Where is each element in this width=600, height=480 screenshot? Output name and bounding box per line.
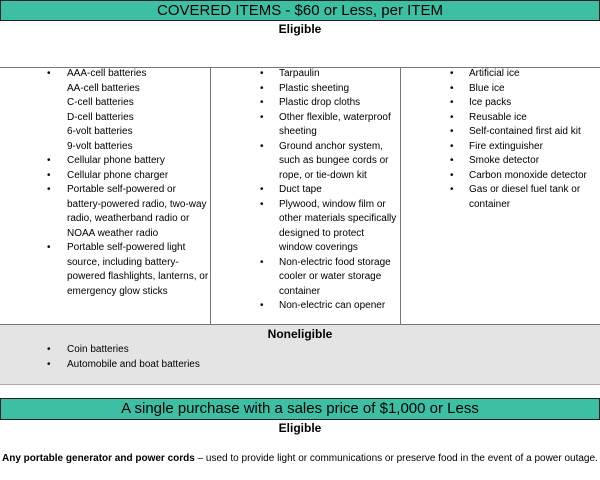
list-item <box>401 96 600 111</box>
eligible-column-2 <box>211 67 401 324</box>
list-item-text: Smoke detector <box>469 155 540 166</box>
list-item <box>211 256 400 300</box>
list-item-text: Cellular phone battery <box>67 155 165 166</box>
list-item <box>401 169 600 184</box>
eligible-heading-2: Eligible <box>278 421 322 435</box>
list-item-text: Other flexible, waterproof sheeting <box>279 111 391 137</box>
list-item-text: Plywood, window film or other materials specifically designed to protect window coverings <box>279 198 397 253</box>
bullet-icon: • <box>450 97 454 108</box>
list-item-text: 6-volt batteries <box>67 126 133 137</box>
bullet-icon: • <box>450 82 454 94</box>
list-item <box>401 154 600 169</box>
noneligible-heading: Noneligible <box>267 327 333 341</box>
bullet-icon: • <box>450 140 454 152</box>
list-item <box>401 125 600 140</box>
list-item-text: AAA-cell batteries <box>67 68 147 79</box>
list-item <box>0 169 210 184</box>
list-item <box>211 183 400 198</box>
bullet-icon: • <box>47 155 51 166</box>
list-item-text: Automobile and boat batteries <box>67 358 200 370</box>
list-item <box>401 140 600 155</box>
list-item-text: Tarpaulin <box>279 68 320 79</box>
list-item <box>0 343 600 358</box>
bullet-icon: • <box>260 256 264 268</box>
bullet-icon: • <box>450 126 454 137</box>
bullet-icon: • <box>260 140 264 152</box>
list-item <box>0 67 210 82</box>
bullet-icon: • <box>260 111 264 123</box>
list-item <box>0 154 210 169</box>
bullet-icon: • <box>47 242 51 253</box>
list-item <box>401 67 600 82</box>
list-item-text: Gas or diesel fuel tank or container <box>469 184 581 210</box>
list-item <box>401 183 600 212</box>
noneligible-section <box>0 325 600 385</box>
list-item <box>0 82 210 97</box>
single-purchase-banner: A single purchase with a sales price of $1,000 or Less <box>0 398 600 420</box>
bullet-icon: • <box>47 68 51 79</box>
list-item-text: Plastic sheeting <box>279 82 350 94</box>
bullet-icon: • <box>450 184 454 195</box>
eligible-column-3 <box>401 67 600 324</box>
list-item <box>0 111 210 126</box>
generator-description <box>2 452 598 466</box>
item-list-3 <box>401 67 600 212</box>
list-item-text: Non-electric can opener <box>279 300 386 311</box>
list-item <box>0 140 210 155</box>
covered-items-banner: COVERED ITEMS - $60 or Less, per ITEM <box>0 0 600 21</box>
bullet-icon: • <box>450 111 454 123</box>
list-item-text: Carbon monoxide detector <box>469 169 587 181</box>
list-item-text: Reusable ice <box>469 111 527 123</box>
list-item-text: Portable self-powered light source, including battery-powered flashlights, lanterns, or emergency glow sticks <box>67 242 209 297</box>
bullet-icon: • <box>450 169 454 181</box>
list-item <box>401 82 600 97</box>
list-item-text: Coin batteries <box>67 344 129 355</box>
bullet-icon: • <box>260 68 264 79</box>
list-item <box>211 299 400 314</box>
noneligible-list <box>0 343 600 372</box>
list-item-text: Portable self-powered or battery-powered radio, two-way radio, weatherband radio or NOAA weather radio <box>67 184 207 239</box>
list-item-text: Ground anchor system, such as bungee cords or rope, or tie-down kit <box>279 140 389 181</box>
bullet-icon: • <box>260 300 264 311</box>
bullet-icon: • <box>47 184 51 195</box>
list-item-text: D-cell batteries <box>67 111 134 123</box>
list-item-text: Artificial ice <box>469 68 520 79</box>
list-item <box>211 82 400 97</box>
list-item-text: Blue ice <box>469 82 505 94</box>
eligible-column-1 <box>0 67 211 324</box>
item-list-1 <box>0 67 210 299</box>
list-item-text: Non-electric food storage cooler or water storage container <box>279 256 391 297</box>
list-item <box>401 111 600 126</box>
list-item-text: Self-contained first aid kit <box>469 126 581 137</box>
list-item-text: Ice packs <box>469 97 512 108</box>
list-item-text: Plastic drop cloths <box>279 97 361 108</box>
list-item-text: Duct tape <box>279 184 322 195</box>
list-item <box>0 183 210 241</box>
bullet-icon: • <box>450 155 454 166</box>
list-item <box>211 67 400 82</box>
generator-bold-text: Any portable generator and power cords <box>2 453 195 464</box>
list-item <box>0 241 210 299</box>
bullet-icon: • <box>260 198 264 210</box>
item-list-2 <box>211 67 400 314</box>
bullet-icon: • <box>450 68 454 79</box>
bullet-icon: • <box>260 82 264 94</box>
list-item-text: AA-cell batteries <box>67 82 140 94</box>
list-item <box>211 140 400 184</box>
bullet-icon: • <box>47 169 51 181</box>
list-item <box>0 125 210 140</box>
generator-rest-text: – used to provide light or communications or preserve food in the event of a power outage. <box>194 453 598 464</box>
eligible-items-table <box>0 67 600 325</box>
list-item-text: C-cell batteries <box>67 97 134 108</box>
bullet-icon: • <box>47 344 51 355</box>
list-item <box>211 198 400 256</box>
list-item-text: Fire extinguisher <box>469 140 543 152</box>
bullet-icon: • <box>47 358 51 370</box>
list-item-text: Cellular phone charger <box>67 169 169 181</box>
eligible-heading: Eligible <box>0 21 600 68</box>
list-item-text: 9-volt batteries <box>67 140 133 152</box>
bullet-icon: • <box>260 97 264 108</box>
list-item <box>0 96 210 111</box>
list-item <box>211 111 400 140</box>
list-item <box>0 358 600 373</box>
bullet-icon: • <box>260 184 264 195</box>
list-item <box>211 96 400 111</box>
